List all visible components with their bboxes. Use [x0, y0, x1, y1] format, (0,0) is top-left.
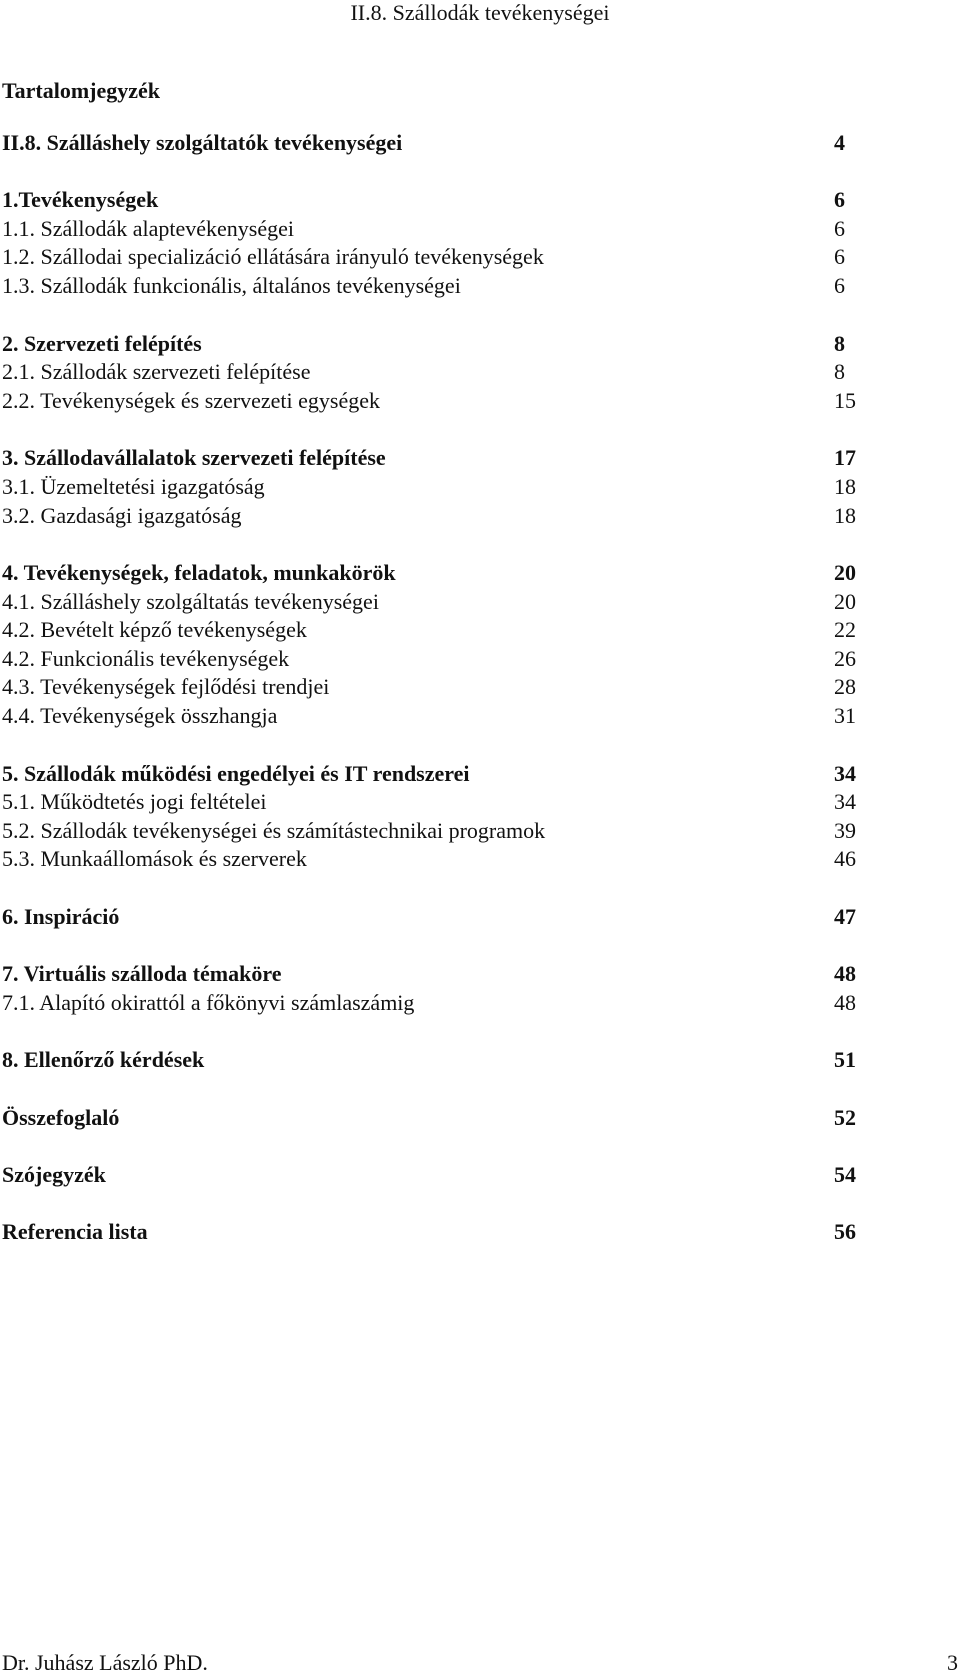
toc-entry[interactable]	[2, 129, 845, 157]
toc-entry-page: 8	[834, 331, 845, 356]
toc-entry[interactable]	[2, 502, 856, 530]
toc-entry[interactable]	[2, 473, 856, 501]
toc-entry-page: 56	[834, 1219, 856, 1244]
toc-entry[interactable]	[2, 788, 856, 816]
toc-entry-title: 8. Ellenőrző kérdések	[2, 1047, 205, 1072]
toc-entry-page: 28	[834, 674, 856, 699]
toc-entry[interactable]	[2, 989, 856, 1017]
footer-author: Dr. Juhász László PhD.	[2, 1650, 208, 1675]
toc-entry-title: 4.3. Tevékenységek fejlődési trendjei	[2, 674, 330, 699]
toc-entry-title: 1.Tevékenységek	[2, 187, 159, 212]
toc-entry-page: 26	[834, 646, 856, 671]
toc-entry-page: 6	[834, 273, 845, 298]
toc-entry-title: 4.2. Funkcionális tevékenységek	[2, 646, 290, 671]
toc-entry-title: 5.3. Munkaállomások és szerverek	[2, 846, 307, 871]
toc-entry[interactable]	[2, 1104, 856, 1132]
toc-entry[interactable]	[2, 1218, 856, 1246]
toc-entry[interactable]	[2, 817, 856, 845]
toc-entry-title: Referencia lista	[2, 1219, 148, 1244]
toc-entry[interactable]	[2, 588, 856, 616]
toc-entry-page: 31	[834, 703, 856, 728]
footer-page-number: 3	[947, 1650, 958, 1675]
toc-entry-page: 17	[834, 445, 856, 470]
running-header: II.8. Szállodák tevékenységei	[350, 0, 610, 25]
toc-entry-title: Összefoglaló	[2, 1105, 120, 1130]
toc-entry[interactable]	[2, 960, 856, 988]
toc-entry-title: 1.1. Szállodák alaptevékenységei	[2, 216, 295, 241]
toc-entry-title: II.8. Szálláshely szolgáltatók tevékenységei	[2, 130, 403, 155]
toc-entry-page: 51	[834, 1047, 856, 1072]
toc-entry[interactable]	[2, 272, 845, 300]
toc-entry-title: 2.1. Szállodák szervezeti felépítése	[2, 359, 311, 384]
toc-entry-page: 6	[834, 187, 845, 212]
toc-entry[interactable]	[2, 702, 856, 730]
toc-entry-page: 48	[834, 961, 856, 986]
toc-entry[interactable]	[2, 243, 845, 271]
toc-entry[interactable]	[2, 673, 856, 701]
toc-entry-title: 7.1. Alapító okirattól a főkönyvi számlaszámig	[2, 990, 415, 1015]
toc-entry-page: 54	[834, 1162, 856, 1187]
toc-entry-page: 39	[834, 818, 856, 843]
toc-entry[interactable]	[2, 559, 856, 587]
toc-entry[interactable]	[2, 215, 845, 243]
toc-entry-title: Szójegyzék	[2, 1162, 106, 1187]
toc-entry-title: 1.3. Szállodák funkcionális, általános tevékenységei	[2, 273, 461, 298]
toc-entry-title: 3.2. Gazdasági igazgatóság	[2, 503, 242, 528]
toc-entry-page: 15	[834, 388, 856, 413]
toc-entry-title: 5. Szállodák működési engedélyei és IT rendszerei	[2, 761, 470, 786]
toc-entry-page: 6	[834, 216, 845, 241]
toc-entry-title: 3.1. Üzemeltetési igazgatóság	[2, 474, 265, 499]
toc-entry-title: 2. Szervezeti felépítés	[2, 331, 202, 356]
toc-entry[interactable]	[2, 358, 845, 386]
toc-entry-title: 7. Virtuális szálloda témaköre	[2, 961, 282, 986]
toc-entry-page: 6	[834, 244, 845, 269]
toc-entry-page: 18	[834, 474, 856, 499]
toc-entry-page: 46	[834, 846, 856, 871]
toc-entry-page: 22	[834, 617, 856, 642]
toc-entry-title: 5.2. Szállodák tevékenységei és számítástechnikai programok	[2, 818, 546, 843]
toc-entry[interactable]	[2, 1046, 856, 1074]
toc-entry-title: 2.2. Tevékenységek és szervezeti egységek	[2, 388, 381, 413]
toc-entry[interactable]	[2, 330, 845, 358]
toc-entry-page: 8	[834, 359, 845, 384]
toc-entry-page: 47	[834, 904, 856, 929]
toc-entry[interactable]	[2, 645, 856, 673]
toc-entry-title: 4.4. Tevékenységek összhangja	[2, 703, 278, 728]
toc-heading: Tartalomjegyzék	[2, 78, 161, 103]
toc-entry[interactable]	[2, 1161, 856, 1189]
page-footer	[0, 1650, 960, 1676]
toc-entry-title: 1.2. Szállodai specializáció ellátására irányuló tevékenységek	[2, 244, 544, 269]
toc-entry-page: 48	[834, 990, 856, 1015]
toc-entry-page: 4	[834, 130, 845, 155]
toc-entry-page: 20	[834, 589, 856, 614]
toc-entry[interactable]	[2, 903, 856, 931]
toc-entry-title: 4.2. Bevételt képző tevékenységek	[2, 617, 307, 642]
toc-entry[interactable]	[2, 845, 856, 873]
toc-entry[interactable]	[2, 387, 856, 415]
toc-entry[interactable]	[2, 760, 856, 788]
toc-entry-page: 34	[834, 789, 856, 814]
toc-entry-title: 5.1. Működtetés jogi feltételei	[2, 789, 267, 814]
toc-entry-title: 6. Inspiráció	[2, 904, 120, 929]
toc-entry-page: 18	[834, 503, 856, 528]
toc-entry[interactable]	[2, 186, 845, 214]
toc-entry[interactable]	[2, 444, 856, 472]
toc-entry-title: 4. Tevékenységek, feladatok, munkakörök	[2, 560, 396, 585]
toc-entry-page: 52	[834, 1105, 856, 1130]
toc-entry-title: 4.1. Szálláshely szolgáltatás tevékenységei	[2, 589, 379, 614]
toc-entry-page: 34	[834, 761, 856, 786]
toc-entry-title: 3. Szállodavállalatok szervezeti felépítése	[2, 445, 386, 470]
toc-entry[interactable]	[2, 616, 856, 644]
toc-entry-page: 20	[834, 560, 856, 585]
